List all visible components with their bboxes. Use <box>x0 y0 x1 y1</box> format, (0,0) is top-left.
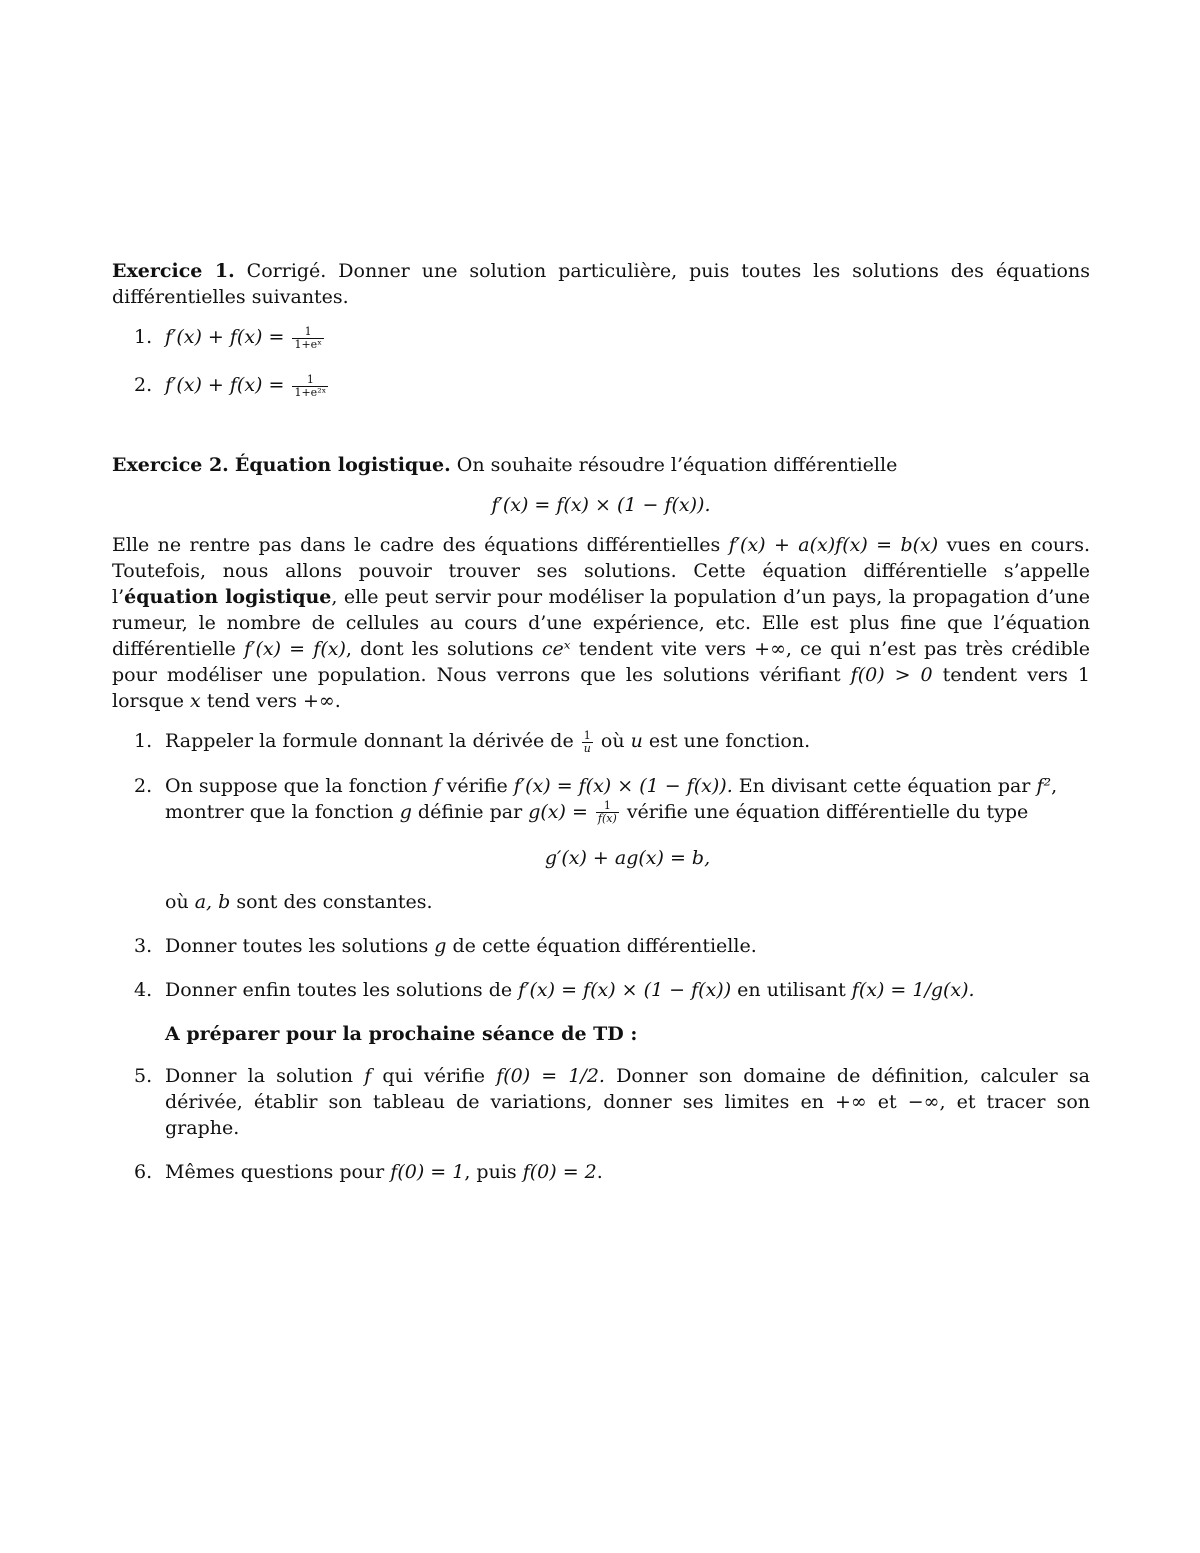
fraction-denominator: 1+eˣ <box>294 337 322 351</box>
paragraph-text: tendent vite vers +∞, ce qui n’est pas très crédible pour modéliser une population. Nous verrons que les solutions vérifiant <box>112 638 1091 686</box>
exercise-1-intro: Donner une solution particulière, puis toutes les solutions des équations différentielles suivantes. <box>112 260 1090 308</box>
paragraph-text: , elle peut servir pour modéliser la population d’un pays, la propagation d’une rumeur, le nombre de cellules au cours d’une expérience, etc. Elle est plus fine que l’équation différentielle <box>112 586 1090 660</box>
question-text: Rappeler la formule donnant la dérivée de <box>165 730 574 752</box>
fraction-numerator: 1 <box>582 730 593 743</box>
inline-equation: a, b <box>194 891 231 913</box>
exercise-1-list <box>112 324 1090 400</box>
inline-equation: f <box>433 774 441 797</box>
inline-equation: g <box>399 800 412 823</box>
question-text: définie par <box>417 800 523 823</box>
question-text: sont des constantes. <box>236 891 433 913</box>
exercise-1-label: Exercice 1. <box>112 260 235 282</box>
item-number: 4. <box>134 979 153 1001</box>
inline-equation: f′(x) + a(x)f(x) = b(x) <box>728 534 939 556</box>
fraction-denominator: f(x) <box>597 812 617 825</box>
exercise-1-item-1 <box>112 324 1090 352</box>
exercise-2-question-1 <box>112 728 1090 755</box>
fraction-numerator: 1 <box>596 800 619 813</box>
item-number: 1. <box>134 730 153 752</box>
equation-lhs: f′(x) + f(x) = <box>165 374 285 396</box>
preparation-heading <box>112 1021 1090 1047</box>
preparation-title: A préparer pour la prochaine séance de TD : <box>165 1023 638 1045</box>
paragraph-text: Elle ne rentre pas dans le cadre des équations différentielles <box>112 534 721 556</box>
exercise-2-statement <box>112 452 1090 478</box>
inline-equation: f <box>364 1065 372 1087</box>
inline-equation: f(0) = 1 <box>390 1161 465 1183</box>
item-number: 3. <box>134 935 153 957</box>
inline-equation: f(0) = 1/2. <box>496 1065 605 1087</box>
exercise-2-intro: On souhaite résoudre l’équation différentielle <box>456 454 898 476</box>
question-text: vérifie une équation différentielle du type <box>626 800 1029 823</box>
document-content <box>112 258 1090 1203</box>
question-text: vérifie <box>446 774 508 797</box>
fraction-denominator: 1+e²ˣ <box>294 385 327 399</box>
question-text: qui vérifie <box>382 1065 486 1087</box>
question-text: Mêmes questions pour <box>165 1161 385 1183</box>
question-text: Donner son domaine de définition, calculer sa dérivée, établir son tableau de variations, donner ses limites en +∞ et −∞, et tracer son graphe. <box>165 1065 1090 1139</box>
question-text: où <box>600 730 625 752</box>
exercise-2-question-4 <box>112 977 1090 1003</box>
preparation-list <box>112 1063 1090 1185</box>
paragraph-text: tendent vers 1 lorsque <box>112 664 1090 712</box>
exercise-2-paragraph <box>112 532 1090 714</box>
logistic-equation <box>112 492 1090 518</box>
fraction-denominator: u <box>583 741 591 755</box>
question-text: Donner la solution <box>165 1065 354 1087</box>
question-text: , montrer que la fonction <box>165 774 1058 823</box>
inline-equation: f(0) = 2 <box>522 1161 597 1183</box>
fraction-numerator: 1 <box>292 326 323 339</box>
exercise-2-question-6 <box>112 1159 1090 1185</box>
question-text: en utilisant <box>737 979 846 1001</box>
question-text: est une fonction. <box>648 730 811 752</box>
paragraph-text: tend vers +∞. <box>206 690 341 712</box>
inline-equation: u <box>630 730 643 752</box>
item-number: 2. <box>134 374 153 396</box>
centered-equation <box>165 845 1090 871</box>
inline-equation: g <box>434 935 447 957</box>
item-number: 2. <box>134 774 153 797</box>
logistic-equation-text: f′(x) = f(x) × (1 − f(x)). <box>491 494 711 516</box>
question-text: , puis <box>464 1161 517 1183</box>
inline-equation: f′(x) = f(x) × (1 − f(x)). <box>513 774 733 797</box>
item-number: 1. <box>134 326 153 348</box>
exercise-2-question-3 <box>112 933 1090 959</box>
question-text: de cette équation différentielle. <box>452 935 757 957</box>
question-text: où <box>165 891 189 913</box>
question-text: Donner enfin toutes les solutions de <box>165 979 513 1001</box>
question-text: On suppose que la fonction <box>165 774 428 797</box>
exercise-2-question-5 <box>112 1063 1090 1141</box>
paragraph-text: , dont les solutions <box>345 638 534 660</box>
fraction <box>582 730 593 755</box>
inline-equation: ceˣ <box>541 638 571 660</box>
inline-equation: g(x) = <box>528 800 588 823</box>
inline-equation: x <box>190 690 201 712</box>
inline-equation: f′(x) = f(x) × (1 − f(x)) <box>518 979 732 1001</box>
question-text: En divisant cette équation par <box>738 774 1031 797</box>
fraction-numerator: 1 <box>292 374 328 387</box>
bold-term: équation logistique <box>124 586 332 608</box>
question-text-end <box>165 889 1090 915</box>
fraction <box>292 326 323 351</box>
exercise-1-statement <box>112 258 1090 310</box>
fraction <box>596 800 619 825</box>
centered-equation-text: g′(x) + ag(x) = b, <box>544 847 711 869</box>
exercise-2-subtitle: Équation logistique. <box>234 454 451 476</box>
item-number: 5. <box>134 1065 153 1087</box>
question-text: Donner toutes les solutions <box>165 935 429 957</box>
item-number: 6. <box>134 1161 153 1183</box>
fraction <box>292 374 328 399</box>
exercise-1-subtitle: Corrigé. <box>246 260 327 282</box>
exercise-2-question-2 <box>112 773 1090 916</box>
equation-lhs: f′(x) + f(x) = <box>165 326 285 348</box>
paragraph-text: vues en cours. Toutefois, nous allons pouvoir trouver ses solutions. Cette équation différentielle s’appelle l’ <box>112 534 1090 608</box>
inline-equation: f(0) > 0 <box>850 664 933 686</box>
exercise-2-list <box>112 728 1090 1003</box>
question-text: . <box>596 1161 603 1183</box>
exercise-2-label: Exercice 2. <box>112 454 229 476</box>
inline-equation: f′(x) = f(x) <box>244 638 346 660</box>
inline-equation: f² <box>1036 774 1052 797</box>
exercise-1-item-2 <box>112 372 1090 400</box>
inline-equation: f(x) = 1/g(x). <box>851 979 975 1001</box>
